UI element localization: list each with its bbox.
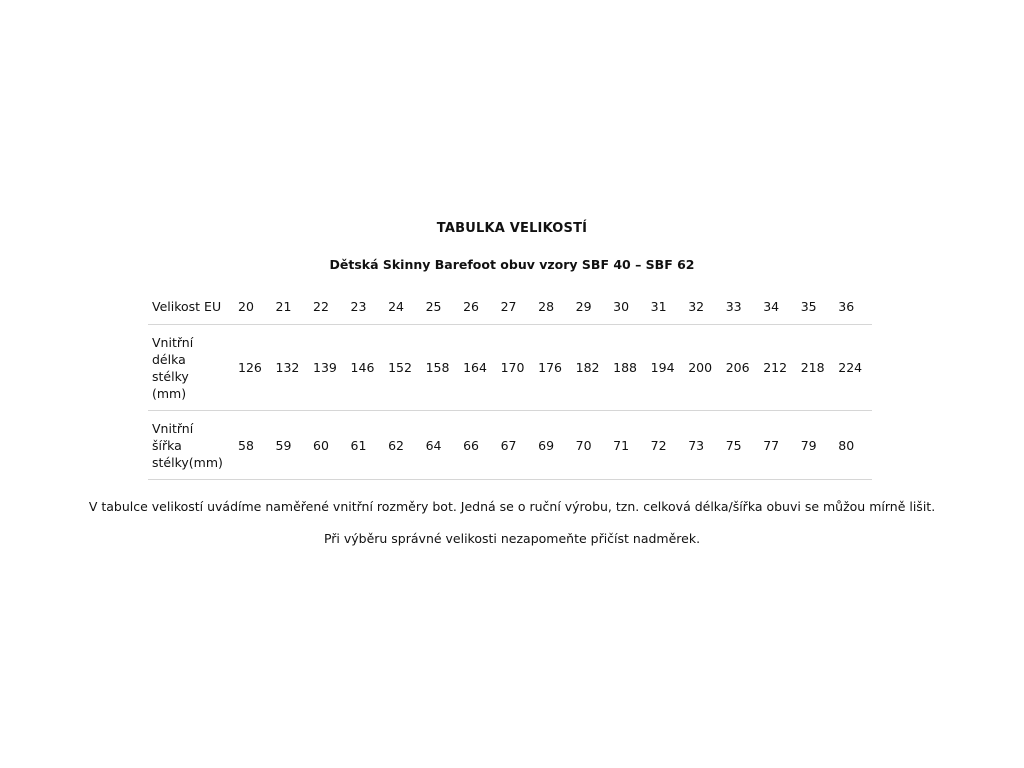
table-cell: 23: [350, 298, 367, 314]
table-cell: 29: [575, 298, 592, 314]
row-label: [148, 411, 234, 480]
table-cell: 71: [613, 437, 630, 453]
table-cell: 24: [388, 298, 404, 314]
table-row-inner-length: [148, 325, 872, 411]
table-cell: 33: [725, 298, 742, 314]
table-cell: 21: [275, 298, 292, 314]
size-table: [148, 288, 872, 480]
table-cell: 146: [350, 360, 375, 375]
note-allowance: Při výběru správné velikosti nezapomeňte přičíst nadměrek.: [323, 531, 701, 546]
table-cell: 22: [313, 298, 329, 314]
table-cell: 224: [838, 360, 863, 375]
table-cell: 218: [800, 360, 825, 375]
table-cell: 31: [650, 298, 667, 314]
row-label: [148, 288, 234, 325]
table-cell: 66: [463, 437, 479, 453]
table-cell: 72: [650, 437, 667, 453]
table-cell: 30: [613, 298, 630, 314]
table-cell: 188: [613, 360, 638, 375]
table-cell: 60: [313, 437, 329, 453]
table-row-inner-width: [148, 411, 872, 480]
table-row-eu-size: [148, 288, 872, 325]
row-label-text: Vnitřní délka stélky (mm): [152, 334, 194, 401]
table-cell: 34: [763, 298, 780, 314]
table-cell: 62: [388, 437, 404, 453]
page-subtitle: Dětská Skinny Barefoot obuv vzory SBF 40 – SBF 62: [329, 257, 695, 272]
table-cell: 164: [463, 360, 487, 375]
table-cell: 194: [650, 360, 675, 375]
table-cell: 58: [238, 437, 254, 453]
table-cell: 64: [425, 437, 442, 453]
table-cell: 61: [350, 437, 367, 453]
table-cell: 206: [725, 360, 750, 375]
note-measurements: V tabulce velikostí uvádíme naměřené vnitřní rozměry bot. Jedná se o ruční výrobu, tzn. celková délka/šířka obuvi se můžou mírně lišit.: [88, 499, 936, 514]
table-cell: 152: [388, 360, 412, 375]
table-cell: 59: [275, 437, 292, 453]
table-cell: 73: [688, 437, 705, 453]
table-cell: 28: [538, 298, 555, 314]
table-cell: 139: [313, 360, 337, 375]
table-cell: 158: [425, 360, 450, 375]
row-label: [148, 325, 234, 411]
table-cell: 25: [425, 298, 442, 314]
table-cell: 212: [763, 360, 788, 375]
table-cell: 182: [575, 360, 600, 375]
table-cell: 35: [800, 298, 817, 314]
table-cell: 67: [500, 437, 517, 453]
table-cell: 32: [688, 298, 705, 314]
table-cell: 69: [538, 437, 555, 453]
row-label-text: Velikost EU: [152, 298, 222, 314]
table-cell: 176: [538, 360, 562, 375]
table-cell: 170: [500, 360, 525, 375]
table-cell: 36: [838, 298, 855, 314]
table-cell: 27: [500, 298, 517, 314]
table-cell: 77: [763, 437, 780, 453]
row-label-text: Vnitřní šířka stélky(mm): [152, 420, 223, 470]
table-cell: 80: [838, 437, 855, 453]
table-cell: 20: [238, 298, 254, 314]
table-cell: 200: [688, 360, 713, 375]
table-cell: 70: [575, 437, 592, 453]
table-cell: 132: [275, 360, 300, 375]
table-cell: 75: [725, 437, 742, 453]
table-cell: 26: [463, 298, 479, 314]
table-cell: 79: [800, 437, 817, 453]
page-title: TABULKA VELIKOSTÍ: [436, 221, 588, 236]
table-cell: 126: [238, 360, 262, 375]
